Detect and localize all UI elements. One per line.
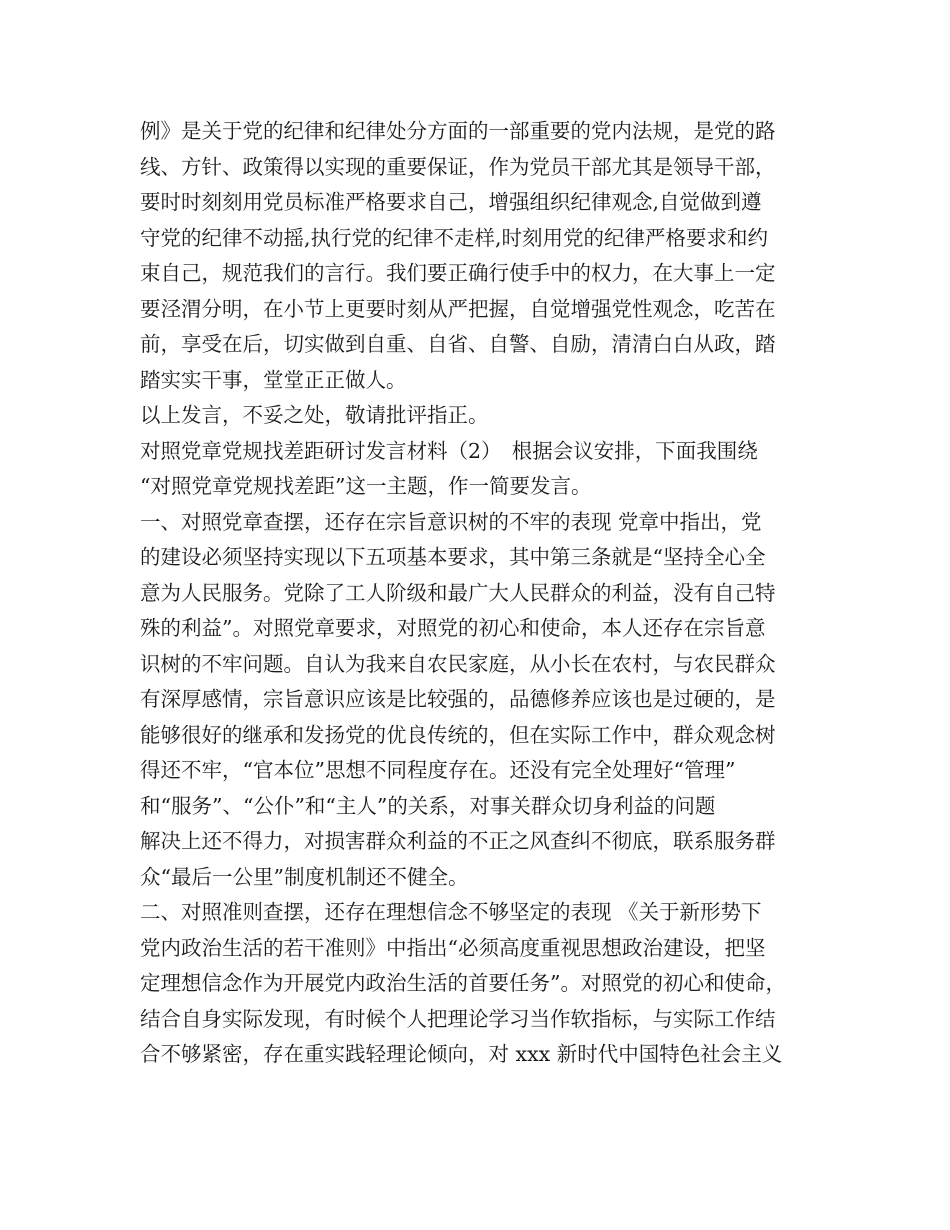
text-line: 得还不牢，“官本位”思想不同程度存在。还没有完全处理好“管理”: [140, 758, 736, 782]
text-line: 识树的不牢问题。自认为我来自农民家庭，从小长在农村，与农民群众: [140, 651, 776, 676]
text-line: 党内政治生活的若干准则》中指出“必须高度重视思想政治建设，把坚: [140, 935, 766, 960]
text-line: 踏实实干事，堂堂正正做人。: [140, 367, 407, 392]
text-line: 和“服务”、“公仆”和“主人”的关系，对事关群众切身利益的问题: [140, 793, 716, 818]
text-line: 以上发言，不妥之处，敬请批评指正。: [140, 403, 489, 427]
text-line: 众“最后一公里”制度机制还不健全。: [140, 864, 469, 889]
text-line: 例》是关于党的纪律和纪律处分方面的一部重要的党内法规，是党的路: [140, 119, 776, 143]
text-line: 结合自身实际发现，有时候个人把理论学习当作软指标，与实际工作结: [140, 1006, 776, 1031]
text-line: 要泾渭分明，在小节上更要时刻从严把握，自觉增强党性观念，吃苦在: [140, 296, 776, 321]
text-line: 能够很好的继承和发扬党的优良传统的，但在实际工作中，群众观念树: [140, 722, 776, 747]
document-body: [140, 114, 830, 1073]
text-line: 要时时刻刻用党员标准严格要求自己，增强组织纪律观念,自觉做到遵: [140, 190, 762, 214]
text-line: “对照党章党规找差距”这一主题，作一简要发言。: [140, 474, 592, 498]
text-line: 线、方针、政策得以实现的重要保证，作为党员干部尤其是领导干部，: [140, 154, 776, 179]
text-line: 合不够紧密，存在重实践轻理论倾向，对 xxx 新时代中国特色社会主义: [140, 1042, 783, 1066]
text-line: 对照党章党规找差距研讨发言材料（2） 根据会议安排，下面我围绕: [140, 438, 758, 463]
text-line: 束自己，规范我们的言行。我们要正确行使手中的权力，在大事上一定: [140, 261, 776, 285]
text-line: 意为人民服务。党除了工人阶级和最广大人民群众的利益，没有自己特: [140, 580, 776, 605]
text-line: 解决上还不得力，对损害群众利益的不正之风查纠不彻底，联系服务群: [140, 829, 776, 853]
text-line: 二、对照准则查摆，还存在理想信念不够坚定的表现 《关于新形势下: [140, 900, 762, 924]
text-line: 前，享受在后，切实做到自重、自省、自警、自励，清清白白从政，踏: [140, 332, 776, 356]
text-line: 有深厚感情，宗旨意识应该是比较强的，品德修养应该也是过硬的，是: [140, 687, 776, 711]
text-line: 定理想信念作为开展党内政治生活的首要任务”。对照党的初心和使命，: [140, 971, 786, 995]
text-line: 殊的利益”。对照党章要求，对照党的初心和使命，本人还存在宗旨意: [140, 616, 766, 640]
text-line: 的建设必须坚持实现以下五项基本要求，其中第三条就是“坚持全心全: [140, 545, 766, 569]
text-line: 守党的纪律不动摇,执行党的纪律不走样,时刻用党的纪律严格要求和约: [140, 225, 769, 250]
text-line: 一、对照党章查摆，还存在宗旨意识树的不牢的表现 党章中指出，党: [140, 509, 762, 534]
